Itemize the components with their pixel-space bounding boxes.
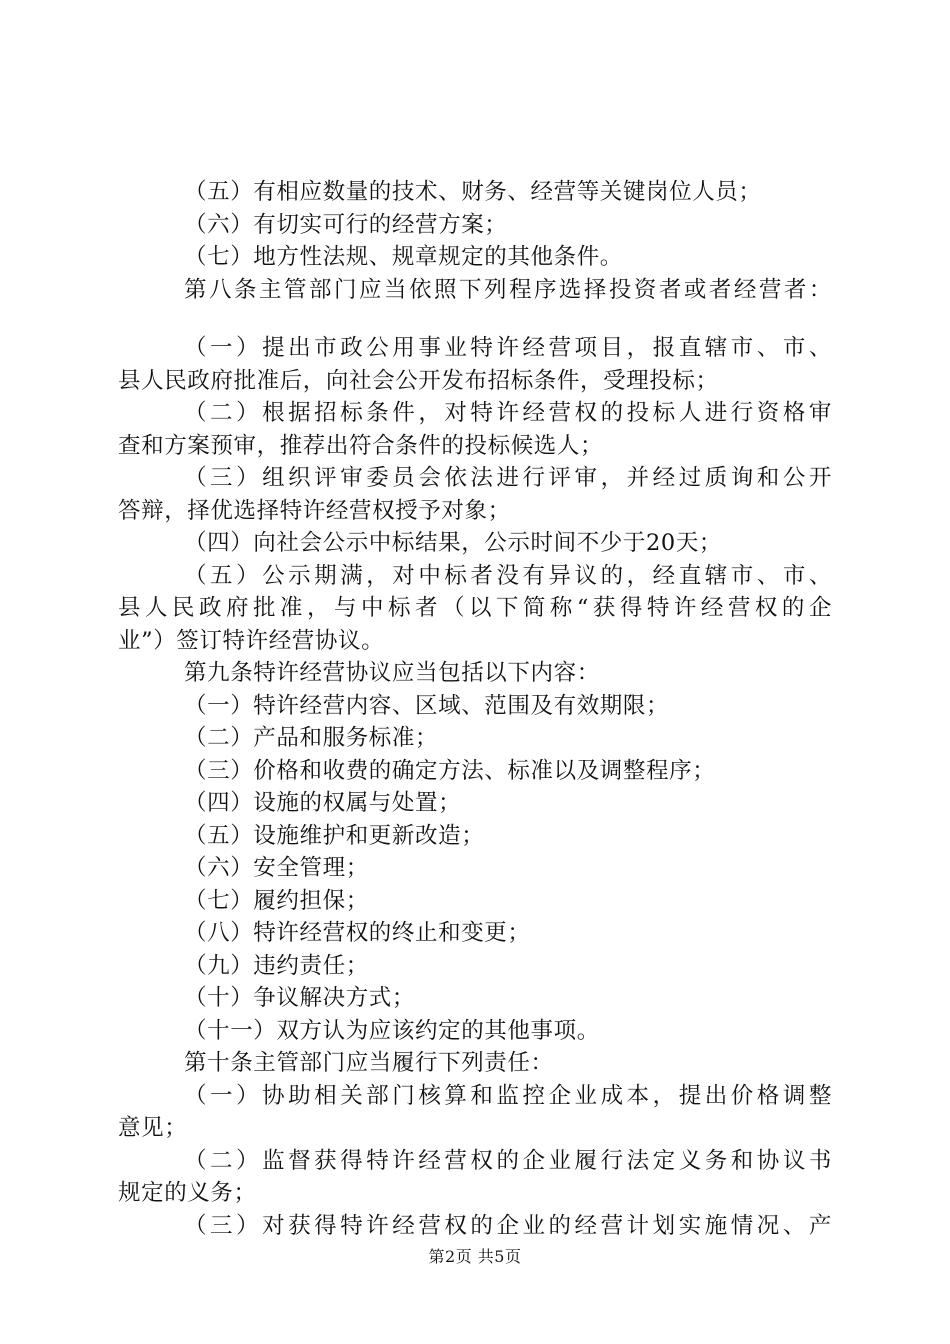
text-line: （八）特许经营权的终止和变更； bbox=[184, 920, 531, 946]
text-line: 答辩，择优选择特许经营权授予对象； bbox=[118, 497, 511, 524]
text-line: （四）设施的权属与处置； bbox=[184, 790, 462, 816]
text-line: （二）根据招标条件，对特许经营权的投标人进行资格审 bbox=[184, 400, 832, 426]
article-heading-8: 第八条主管部门应当依照下列程序选择投资者或者经营者： bbox=[184, 276, 832, 303]
text-line: （十）争议解决方式； bbox=[184, 985, 416, 1011]
text-line: 规定的义务； bbox=[118, 1180, 257, 1206]
text-line: （二）产品和服务标准； bbox=[184, 725, 439, 751]
text-line: （七）履约担保； bbox=[184, 887, 369, 914]
article-heading-9: 第九条特许经营协议应当包括以下内容： bbox=[184, 660, 600, 686]
text-line: （五）设施维护和更新改造； bbox=[184, 822, 485, 849]
text-line: 县人民政府批准后，向社会公开发布招标条件，受理投标； bbox=[118, 367, 719, 394]
text-line: （七）地方性法规、规章规定的其他条件。 bbox=[184, 244, 623, 270]
text-line: （五）有相应数量的技术、财务、经营等关键岗位人员； bbox=[184, 179, 762, 205]
text-line: （三）组织评审委员会依法进行评审，并经过质询和公开 bbox=[184, 465, 832, 491]
text-line: （一）特许经营内容、区域、范围及有效期限； bbox=[184, 692, 670, 719]
text-line: 县人民政府批准，与中标者（以下简称“获得特许经营权的企 bbox=[118, 595, 832, 621]
text-line: 意见； bbox=[118, 1115, 188, 1141]
text-line: （一）提出市政公用事业特许经营项目，报直辖市、市、 bbox=[184, 335, 832, 361]
page-number-footer: 第2页 共5页 bbox=[428, 1247, 522, 1266]
article-heading-10: 第十条主管部门应当履行下列责任： bbox=[184, 1050, 554, 1076]
text-line: （六）有切实可行的经营方案； bbox=[184, 211, 508, 238]
document-body bbox=[118, 176, 832, 1242]
text-line: （十一）双方认为应该约定的其他事项。 bbox=[184, 1017, 600, 1044]
text-line: （九）违约责任； bbox=[184, 952, 369, 979]
text-line: （五）公示期满，对中标者没有异议的，经直辖市、市、 bbox=[184, 562, 832, 589]
text-line: 业”）签订特许经营协议。 bbox=[118, 627, 385, 654]
text-line: （六）安全管理； bbox=[184, 855, 369, 881]
text-line: （二）监督获得特许经营权的企业履行法定义务和协议书 bbox=[184, 1147, 832, 1174]
text-line: （三）对获得特许经营权的企业的经营计划实施情况、产 bbox=[184, 1212, 832, 1239]
text-line: （四）向社会公示中标结果，公示时间不少于20天； bbox=[184, 530, 723, 556]
text-line: 查和方案预审，推荐出符合条件的投标候选人； bbox=[118, 432, 604, 459]
paragraph-gap bbox=[118, 306, 832, 332]
text-line: （一）协助相关部门核算和监控企业成本，提出价格调整 bbox=[184, 1082, 832, 1109]
text-line: （三）价格和收费的确定方法、标准以及调整程序； bbox=[184, 757, 716, 784]
